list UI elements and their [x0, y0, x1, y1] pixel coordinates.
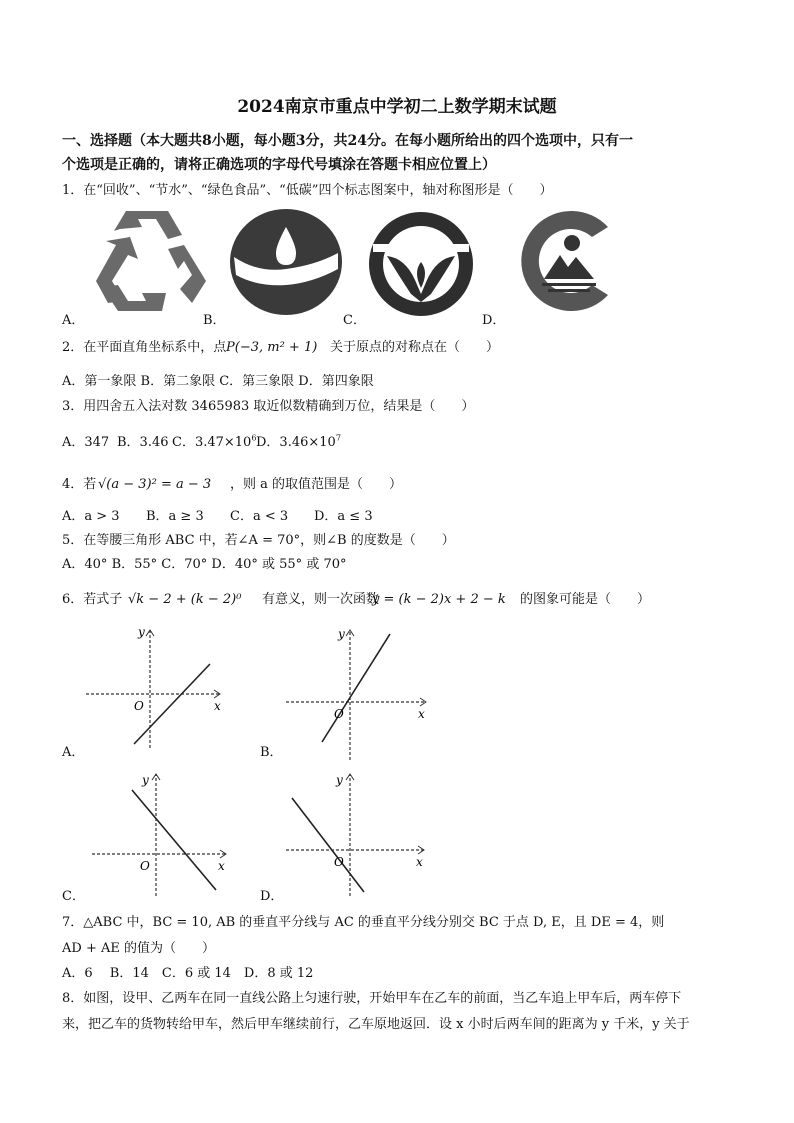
q1-label-a: A．	[62, 313, 85, 328]
q6-stem-a: 6．若式子	[62, 592, 123, 607]
q6-expr2: y = (k − 2)x + 2 − k	[372, 592, 506, 607]
q6-graph-d	[280, 770, 430, 900]
q6-label-c: C．	[62, 889, 85, 904]
q1-label-b: B．	[203, 313, 226, 328]
q4-option-c: C．a < 3	[230, 509, 289, 524]
q4-expr: √(a − 3)² = a − 3	[98, 477, 212, 492]
svg-text:O: O	[334, 707, 344, 721]
svg-text:y: y	[138, 625, 145, 639]
q2-point: P(−3, m² + 1)	[226, 340, 318, 355]
q6-stem-b: 有意义，则一次函数	[262, 592, 380, 607]
q6-stem-c: 的图象可能是（ ）	[520, 592, 651, 607]
svg-text:O: O	[134, 699, 144, 713]
q2-stem-b: 关于原点的对称点在（ ）	[330, 340, 500, 355]
q6-graph-b	[286, 624, 436, 762]
section-header-line1: 一、选择题（本大题共8小题，每小题3分，共24分。在每小题所给出的四个选项中，只有一	[62, 133, 633, 149]
svg-text:y: y	[142, 773, 149, 787]
q7-options: A．6 B．14 C．6 或 14 D．8 或 12	[62, 966, 314, 981]
q4-stem-b: ，则 a 的取值范围是（ ）	[230, 477, 403, 492]
low-carbon-icon	[510, 205, 614, 317]
svg-text:x: x	[218, 859, 225, 873]
q3-stem: 3．用四舍五入法对数 3465983 取近似数精确到万位，结果是（ ）	[62, 399, 475, 414]
q5-options: A．40° B．55° C．70° D．40° 或 55° 或 70°	[62, 557, 347, 572]
q4-option-b: B．a ≥ 3	[146, 509, 204, 524]
recycle-icon	[86, 205, 210, 317]
q3-opt-a: A．347	[62, 435, 110, 450]
q2-stem-a: 2．在平面直角坐标系中，点	[62, 340, 227, 355]
q6-label-b: B．	[260, 745, 283, 760]
q1-label-c: C．	[343, 313, 366, 328]
svg-text:x: x	[214, 699, 221, 713]
q4-option-a: A．a > 3	[62, 509, 120, 524]
q6-expr1: √k − 2 + (k − 2)⁰	[128, 592, 242, 607]
q7-line2: AD + AE 的值为（ ）	[62, 941, 215, 956]
q6-label-a: A．	[62, 745, 85, 760]
q6-graph-a	[86, 624, 226, 750]
q6-label-d: D．	[260, 889, 284, 904]
q1-label-d: D．	[482, 313, 506, 328]
question-1-stem: 1．在“回收”、“节水”、“绿色食品”、“低碳”四个标志图案中，轴对称图形是（ ）	[62, 183, 553, 198]
q3-opt-b: B．3.46	[117, 435, 169, 450]
svg-text:y: y	[336, 773, 343, 787]
q4-stem-a: 4．若	[62, 477, 97, 492]
q8-line1: 8．如图，设甲、乙两车在同一直线公路上匀速行驶，开始甲车在乙车的前面，当乙车追上甲车后，两车停下	[62, 991, 682, 1006]
q7-line1: 7．△ABC 中，BC = 10, AB 的垂直平分线与 AC 的垂直平分线分别交 BC 于点 D, E，且 DE = 4，则	[62, 915, 665, 930]
section-header-line2: 个选项是正确的，请将正确选项的字母代号填涂在答题卡相应位置上）	[62, 157, 496, 173]
page-title: 2024南京市重点中学初二上数学期末试题	[237, 97, 557, 117]
green-food-icon	[365, 210, 477, 318]
q4-option-d: D．a ≤ 3	[314, 509, 373, 524]
q3-opt-d: D．$3.46\times 10^7$	[256, 433, 341, 450]
q5-stem: 5．在等腰三角形 ABC 中，若∠A = 70°，则∠B 的度数是（ ）	[62, 533, 455, 548]
water-saving-icon	[228, 207, 344, 317]
q2-options: A．第一象限 B．第二象限 C．第三象限 D．第四象限	[62, 374, 374, 389]
svg-text:x: x	[416, 855, 423, 869]
svg-text:x: x	[418, 707, 425, 721]
svg-text:y: y	[338, 627, 345, 641]
svg-text:O: O	[334, 855, 344, 869]
q8-line2: 来，把乙车的货物转给甲车，然后甲车继续前行，乙车原地返回．设 x 小时后两车间的距离为 y 千米，y 关于	[62, 1017, 690, 1032]
svg-text:O: O	[140, 859, 150, 873]
q6-graph-c	[86, 770, 236, 900]
q3-opt-c: C．$3.47\times 10^6$	[172, 433, 257, 450]
